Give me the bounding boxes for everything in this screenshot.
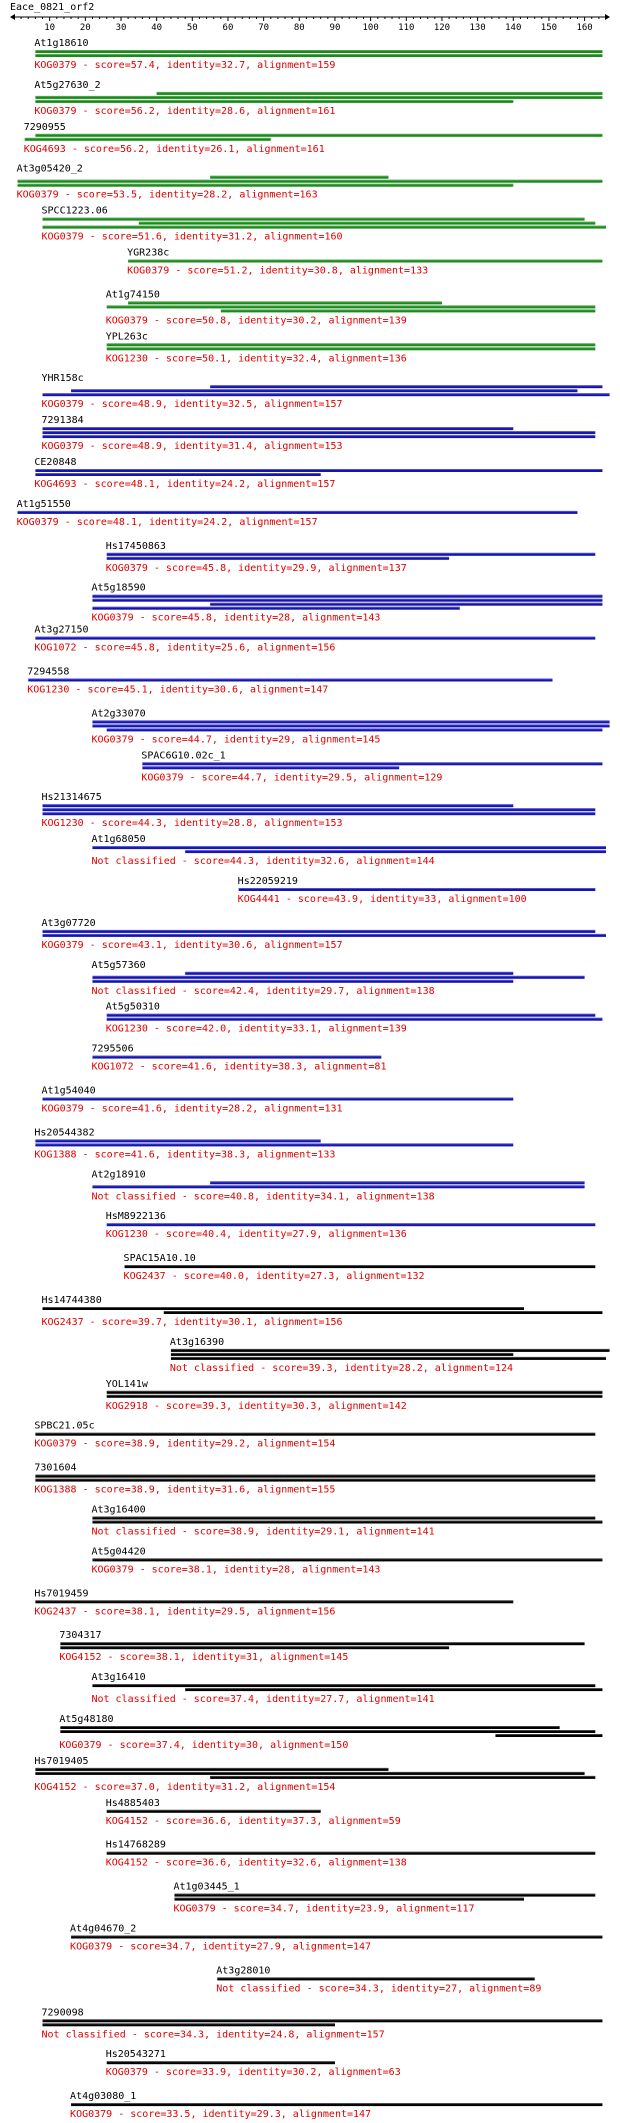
- hit-row[interactable]: [91, 960, 584, 997]
- alignment-bar-highlight: [92, 846, 606, 847]
- alignment-bar-highlight: [92, 1517, 595, 1518]
- hit-row[interactable]: [106, 1379, 603, 1412]
- alignment-bar-highlight: [210, 176, 388, 177]
- hit-name[interactable]: Hs22059219: [237, 876, 298, 887]
- hit-row[interactable]: [91, 1169, 584, 1202]
- hit-name[interactable]: SPCC1223.06: [41, 205, 108, 217]
- hit-info: KOG4152 - score=37.0, identity=31.2, alignment=154: [34, 1781, 336, 1793]
- hit-name[interactable]: At1g03445_1: [173, 1881, 240, 1893]
- hit-info: KOG0379 - score=56.2, identity=28.6, alignment=161: [34, 105, 336, 117]
- alignment-bar-highlight: [35, 50, 602, 51]
- hit-name[interactable]: YOL141w: [105, 1378, 148, 1390]
- hit-info: Not classified - score=34.3, identity=27, alignment=89: [216, 1983, 542, 1995]
- hit-name[interactable]: 7304317: [59, 1630, 102, 1642]
- hit-name[interactable]: 7294558: [27, 666, 70, 678]
- hit-name[interactable]: Hs17450863: [105, 540, 166, 552]
- hit-info: KOG0379 - score=48.9, identity=32.5, alignment=157: [41, 399, 343, 411]
- alignment-bar-highlight: [35, 469, 602, 470]
- hit-info: Not classified - score=37.4, identity=27.7, alignment=141: [91, 1694, 435, 1706]
- hit-info: KOG0379 - score=38.9, identity=29.2, alignment=154: [34, 1438, 336, 1450]
- hit-name[interactable]: Hs21314675: [41, 792, 102, 804]
- hit-info: KOG1230 - score=45.1, identity=30.6, alignment=147: [27, 684, 329, 696]
- hit-row[interactable]: [34, 1127, 513, 1160]
- alignment-bar-highlight: [139, 222, 595, 223]
- alignment-bar-highlight: [92, 1185, 584, 1186]
- hit-info: KOG1388 - score=41.6, identity=38.3, alignment=133: [34, 1149, 336, 1161]
- alignment-bar-highlight: [35, 1479, 595, 1480]
- tick-label: 150: [540, 23, 558, 33]
- hit-row[interactable]: [91, 1546, 602, 1575]
- hit-row[interactable]: [91, 1044, 386, 1073]
- hit-name[interactable]: At3g05420_2: [16, 163, 83, 175]
- hit-info: KOG1072 - score=41.6, identity=38.3, alignment=81: [91, 1061, 387, 1073]
- hit-row[interactable]: [34, 1421, 595, 1450]
- hit-row[interactable]: [216, 1965, 541, 1994]
- hit-row[interactable]: [59, 1714, 602, 1751]
- hit-row[interactable]: [106, 541, 596, 574]
- alignment-bar-highlight: [35, 1772, 584, 1773]
- tick-label: 50: [186, 23, 198, 33]
- alignment-bar-highlight: [35, 54, 602, 55]
- alignment-bar-highlight: [107, 1852, 596, 1853]
- alignment-bar-highlight: [107, 1395, 603, 1396]
- alignment-bar-highlight: [128, 260, 602, 261]
- hit-name[interactable]: HsM8922136: [105, 1211, 166, 1223]
- hit-row[interactable]: [42, 1086, 514, 1115]
- alignment-bar-highlight: [92, 976, 584, 977]
- alignment-bar-highlight: [92, 720, 609, 721]
- tick-label: 110: [398, 23, 415, 33]
- hit-info: KOG0379 - score=44.7, identity=29, alignment=145: [91, 734, 381, 746]
- hit-row[interactable]: [106, 1211, 596, 1240]
- hit-name[interactable]: At1g74150: [105, 289, 160, 301]
- alignment-bar-highlight: [35, 1475, 595, 1476]
- hit-row[interactable]: [141, 750, 602, 783]
- alignment-bar-highlight: [92, 1056, 381, 1057]
- hit-info: KOG0379 - score=44.7, identity=29.5, alignment=129: [141, 772, 443, 784]
- alignment-bar-highlight: [43, 431, 596, 432]
- hit-row[interactable]: [70, 2091, 602, 2120]
- hit-name[interactable]: Hs7019459: [34, 1588, 89, 1600]
- hit-info: KOG1230 - score=40.4, identity=27.9, alignment=136: [105, 1229, 407, 1241]
- tick-label: 60: [222, 23, 234, 33]
- hit-name[interactable]: Hs4885403: [105, 1797, 160, 1809]
- hit-info: Not classified - score=42.4, identity=29.7, alignment=138: [91, 985, 435, 997]
- alignment-bar-highlight: [107, 553, 596, 554]
- hit-row[interactable]: [91, 708, 609, 745]
- hit-name[interactable]: At2g33070: [91, 708, 146, 720]
- hit-name[interactable]: At3g28010: [216, 1965, 271, 1977]
- hit-name[interactable]: At3g27150: [34, 624, 89, 636]
- tick-label: 30: [115, 23, 127, 33]
- alignment-bar-highlight: [185, 1688, 602, 1689]
- alignment-bar-highlight: [43, 1098, 514, 1099]
- hit-row[interactable]: [173, 1882, 595, 1915]
- hit-name[interactable]: At2g18910: [91, 1169, 146, 1181]
- hit-name[interactable]: At1g68050: [91, 834, 146, 846]
- alignment-bar-highlight: [35, 134, 602, 135]
- alignment-bar-highlight: [71, 1936, 602, 1937]
- alignment-bar-highlight: [221, 309, 595, 310]
- hit-row[interactable]: [70, 1924, 602, 1953]
- hit-name[interactable]: At5g04420: [91, 1546, 146, 1558]
- hit-info: KOG2918 - score=39.3, identity=30.3, alignment=142: [105, 1400, 407, 1412]
- hit-list: [17, 38, 610, 2120]
- hit-name[interactable]: At1g54040: [41, 1085, 96, 1097]
- hit-row[interactable]: [124, 1253, 596, 1282]
- hit-info: KOG0379 - score=38.1, identity=28, alignment=143: [91, 1564, 381, 1576]
- alignment-bar-highlight: [60, 1730, 595, 1731]
- alignment-bar-highlight: [157, 92, 603, 93]
- hit-info: KOG0379 - score=50.8, identity=30.2, alignment=139: [105, 315, 407, 327]
- hit-name[interactable]: Hs20543271: [105, 2049, 166, 2061]
- alignment-bar-highlight: [25, 138, 271, 139]
- tick-label: 160: [576, 23, 593, 33]
- alignment-bar-highlight: [35, 1433, 595, 1434]
- tick-label: 130: [469, 23, 486, 33]
- hit-name[interactable]: Hs14744380: [41, 1295, 102, 1306]
- hit-row[interactable]: [24, 122, 603, 155]
- hit-row[interactable]: [91, 834, 606, 867]
- alignment-bar-highlight: [43, 2023, 335, 2024]
- alignment-bar-highlight: [142, 762, 602, 763]
- hit-row[interactable]: [34, 1463, 595, 1496]
- hit-info: KOG4152 - score=38.1, identity=31, alignment=145: [59, 1652, 349, 1664]
- hit-row[interactable]: [91, 1505, 602, 1538]
- hit-info: Not classified - score=40.8, identity=34.1, alignment=138: [91, 1191, 435, 1203]
- hit-info: KOG1230 - score=42.0, identity=33.1, alignment=139: [105, 1023, 407, 1035]
- hit-info: Not classified - score=44.3, identity=32.6, alignment=144: [91, 856, 435, 868]
- alignment-bar-highlight: [92, 1558, 602, 1559]
- alignment-bar-highlight: [210, 1776, 595, 1777]
- hit-name[interactable]: At3g07720: [41, 917, 96, 929]
- hit-name[interactable]: 7291384: [41, 415, 84, 427]
- alignment-bar-highlight: [43, 435, 596, 436]
- alignment-bar-highlight: [35, 1768, 388, 1769]
- hit-name[interactable]: 7295506: [91, 1043, 134, 1055]
- alignment-bar-highlight: [43, 808, 596, 809]
- tick-label: 40: [151, 23, 163, 33]
- alignment-bar-highlight: [18, 184, 514, 185]
- hit-info: KOG1230 - score=44.3, identity=28.8, alignment=153: [41, 818, 343, 830]
- hit-row[interactable]: [34, 80, 602, 117]
- hit-name[interactable]: Hs7019405: [34, 1755, 89, 1767]
- alignment-bar-highlight: [107, 343, 596, 344]
- hit-info: KOG0379 - score=33.9, identity=30.2, alignment=63: [105, 2067, 401, 2079]
- hit-name[interactable]: At1g51550: [16, 498, 71, 510]
- alignment-bar-highlight: [210, 603, 602, 604]
- hit-row[interactable]: [59, 1630, 584, 1663]
- alignment-bar-highlight: [107, 1223, 596, 1224]
- hit-row[interactable]: [42, 373, 610, 410]
- alignment-bar-highlight: [92, 724, 609, 725]
- hit-info: KOG1072 - score=45.8, identity=25.6, alignment=156: [34, 642, 336, 654]
- alignment-bar-highlight: [35, 96, 602, 97]
- hit-name[interactable]: At3g16410: [91, 1672, 146, 1684]
- alignment-bar-highlight: [174, 1898, 523, 1899]
- alignment-bar-highlight: [239, 888, 596, 889]
- alignment-bar-highlight: [185, 850, 606, 851]
- alignment-bar-highlight: [107, 2061, 335, 2062]
- hit-name[interactable]: YPL263c: [105, 331, 148, 343]
- hit-info: KOG0379 - score=41.6, identity=28.2, alignment=131: [41, 1103, 343, 1115]
- tick-label: 70: [258, 23, 270, 33]
- hit-info: KOG2437 - score=40.0, identity=27.3, alignment=132: [123, 1271, 425, 1283]
- hit-info: KOG0379 - score=51.2, identity=30.8, alignment=133: [127, 265, 429, 277]
- hit-row[interactable]: [42, 918, 606, 951]
- hit-name[interactable]: SPAC6G10.02c_1: [141, 750, 226, 762]
- alignment-bar-highlight: [43, 393, 610, 394]
- hit-name[interactable]: At5g48180: [59, 1714, 114, 1725]
- tick-label: 120: [433, 23, 451, 33]
- alignment-bar-highlight: [107, 1391, 603, 1392]
- tick-label: 80: [293, 23, 305, 33]
- hit-name[interactable]: At5g27630_2: [34, 79, 101, 91]
- hit-row[interactable]: [106, 1002, 603, 1035]
- query-title: Eace_0821_orf2: [10, 2, 95, 13]
- hit-info: KOG0379 - score=48.9, identity=31.4, alignment=153: [41, 441, 343, 453]
- hit-info: KOG4693 - score=48.1, identity=24.2, alignment=157: [34, 479, 336, 490]
- tick-label: 20: [79, 23, 91, 33]
- alignment-bar-highlight: [171, 1349, 610, 1350]
- alignment-bar-highlight: [107, 1810, 321, 1811]
- hit-row[interactable]: [238, 876, 596, 905]
- hit-name[interactable]: At4g03080_1: [70, 2091, 137, 2103]
- hit-row[interactable]: [106, 1840, 596, 1869]
- alignment-bar-highlight: [107, 728, 603, 729]
- alignment-bar-highlight: [43, 226, 606, 227]
- hit-info: KOG0379 - score=34.7, identity=27.9, alignment=147: [70, 1941, 372, 1953]
- hit-name[interactable]: At5g18590: [91, 582, 146, 594]
- alignment-bar-highlight: [43, 812, 596, 813]
- hit-row[interactable]: [106, 1798, 401, 1827]
- hit-name[interactable]: At5g50310: [105, 1001, 160, 1013]
- hit-row[interactable]: [34, 1588, 513, 1617]
- alignment-bar-highlight: [217, 1977, 534, 1978]
- hit-name[interactable]: At4g04670_2: [70, 1923, 137, 1935]
- hit-info: KOG0379 - score=51.6, identity=31.2, alignment=160: [41, 231, 343, 243]
- alignment-bar-highlight: [107, 1018, 603, 1019]
- hit-info: KOG0379 - score=57.4, identity=32.7, alignment=159: [34, 60, 336, 71]
- hit-name[interactable]: 7290955: [23, 121, 66, 133]
- alignment-bar-highlight: [18, 511, 578, 512]
- hit-info: KOG0379 - score=37.4, identity=30, alignment=150: [59, 1740, 349, 1751]
- alignment-bar-highlight: [35, 473, 320, 474]
- alignment-bar-highlight: [142, 766, 399, 767]
- alignment-bar-highlight: [43, 427, 514, 428]
- hit-row[interactable]: [42, 1295, 603, 1328]
- alignment-bar-highlight: [107, 305, 596, 306]
- hit-row[interactable]: [27, 667, 552, 696]
- hit-name[interactable]: SPAC15A10.10: [123, 1253, 196, 1265]
- axis-left-arrow: [10, 14, 15, 20]
- hit-info: KOG0379 - score=48.1, identity=24.2, alignment=157: [16, 516, 318, 528]
- hit-info: Not classified - score=39.3, identity=28.2, alignment=124: [169, 1362, 514, 1374]
- alignment-bar-highlight: [43, 934, 606, 935]
- alignment-bar-highlight: [210, 1181, 584, 1182]
- alignment-bar-highlight: [35, 1143, 513, 1144]
- hit-row[interactable]: [34, 1756, 595, 1793]
- alignment-bar-highlight: [125, 1265, 596, 1266]
- hit-row[interactable]: [106, 331, 596, 364]
- alignment-bar-highlight: [210, 385, 602, 386]
- alignment-bar-highlight: [171, 1357, 606, 1358]
- alignment-bar-highlight: [35, 1600, 513, 1601]
- hit-info: KOG4441 - score=43.9, identity=33, alignment=100: [237, 894, 527, 905]
- alignment-bar-highlight: [495, 1734, 602, 1735]
- hit-info: KOG4152 - score=36.6, identity=37.3, alignment=59: [105, 1815, 401, 1827]
- alignment-bar-highlight: [92, 980, 513, 981]
- hit-name[interactable]: YGR238c: [127, 247, 170, 259]
- tick-label: 140: [505, 23, 522, 33]
- hit-name[interactable]: At1g18610: [34, 38, 89, 49]
- hit-info: KOG0379 - score=53.5, identity=28.2, alignment=163: [16, 189, 318, 201]
- alignment-bar-highlight: [107, 557, 449, 558]
- tick-label: 10: [44, 23, 56, 33]
- alignment-bar-highlight: [35, 1139, 320, 1140]
- alignment-bar-highlight: [35, 100, 513, 101]
- hit-info: KOG0379 - score=33.5, identity=29.3, alignment=147: [70, 2109, 372, 2121]
- hit-row[interactable]: [91, 583, 602, 624]
- hit-info: KOG4693 - score=56.2, identity=26.1, alignment=161: [23, 143, 325, 155]
- hit-row[interactable]: [91, 1672, 602, 1705]
- hit-info: KOG0379 - score=43.1, identity=30.6, alignment=157: [41, 939, 343, 951]
- hit-info: KOG2437 - score=38.1, identity=29.5, alignment=156: [34, 1606, 336, 1618]
- hit-row[interactable]: [17, 164, 603, 201]
- alignment-bar-highlight: [18, 180, 603, 181]
- hit-name[interactable]: 7301604: [34, 1462, 77, 1474]
- alignment-bar-highlight: [71, 2103, 602, 2104]
- alignment-bar-highlight: [71, 389, 577, 390]
- hit-name[interactable]: 7290098: [41, 2007, 84, 2019]
- alignment-bar-highlight: [185, 972, 513, 973]
- hit-info: KOG1230 - score=50.1, identity=32.4, alignment=136: [105, 353, 407, 365]
- hit-row[interactable]: [17, 499, 578, 528]
- alignment-bar-highlight: [92, 607, 459, 608]
- hit-info: KOG0379 - score=45.8, identity=28, alignment=143: [91, 612, 381, 624]
- hit-row[interactable]: [106, 289, 596, 326]
- hit-row[interactable]: [34, 457, 602, 490]
- alignment-bar-highlight: [43, 930, 596, 931]
- alignment-bar-highlight: [60, 1646, 449, 1647]
- alignment-bar-highlight: [43, 2019, 603, 2020]
- hit-info: KOG0379 - score=34.7, identity=23.9, alignment=117: [173, 1903, 475, 1915]
- hit-row[interactable]: [34, 38, 602, 71]
- alignment-bar-highlight: [28, 679, 552, 680]
- hit-name[interactable]: Hs14768289: [105, 1839, 166, 1851]
- hit-info: Not classified - score=34.3, identity=24.8, alignment=157: [41, 2029, 385, 2041]
- hit-name[interactable]: At5g57360: [91, 959, 146, 971]
- hit-name[interactable]: YHR158c: [41, 373, 84, 385]
- alignment-bar-highlight: [174, 1894, 595, 1895]
- hit-name[interactable]: SPBC21.05c: [34, 1420, 95, 1432]
- alignment-bar-highlight: [43, 804, 514, 805]
- tick-label: 90: [329, 23, 341, 33]
- alignment-bar-highlight: [60, 1726, 559, 1727]
- alignment-bar-highlight: [35, 637, 595, 638]
- hit-row[interactable]: [127, 248, 602, 277]
- hit-name[interactable]: At3g16390: [169, 1336, 225, 1348]
- alignment-bar-highlight: [92, 599, 602, 600]
- hit-info: KOG4152 - score=36.6, identity=32.6, alignment=138: [105, 1857, 407, 1869]
- alignment-bar-highlight: [164, 1311, 603, 1312]
- hit-info: Not classified - score=38.9, identity=29.1, alignment=141: [91, 1526, 435, 1538]
- alignment-bar-highlight: [107, 1014, 596, 1015]
- query-axis: [10, 14, 610, 33]
- alignment-bar-highlight: [92, 1521, 602, 1522]
- hit-name[interactable]: Hs20544382: [34, 1127, 95, 1139]
- hit-info: KOG1388 - score=38.9, identity=31.6, alignment=155: [34, 1484, 336, 1496]
- alignment-bar-highlight: [128, 301, 442, 302]
- alignment-bar-highlight: [107, 347, 596, 348]
- alignment-bar-highlight: [43, 1307, 524, 1308]
- hit-name[interactable]: At3g16400: [91, 1504, 146, 1516]
- alignment-bar-highlight: [171, 1353, 513, 1354]
- alignment-bar-highlight: [60, 1642, 584, 1643]
- hit-name[interactable]: CE20848: [34, 457, 77, 468]
- hit-row[interactable]: [42, 415, 596, 452]
- hit-info: KOG0379 - score=45.8, identity=29.9, alignment=137: [105, 562, 407, 574]
- hit-row[interactable]: [42, 792, 596, 829]
- hit-info: KOG2437 - score=39.7, identity=30.1, alignment=156: [41, 1317, 343, 1328]
- hit-row[interactable]: [106, 2049, 401, 2078]
- hit-row[interactable]: [42, 206, 606, 243]
- alignment-bar-highlight: [92, 595, 602, 596]
- hit-row[interactable]: [170, 1337, 610, 1374]
- tick-label: 100: [362, 23, 379, 33]
- alignment-bar-highlight: [43, 218, 585, 219]
- alignment-bar-highlight: [92, 1684, 595, 1685]
- hit-row[interactable]: [42, 2007, 603, 2040]
- hit-row[interactable]: [34, 625, 595, 654]
